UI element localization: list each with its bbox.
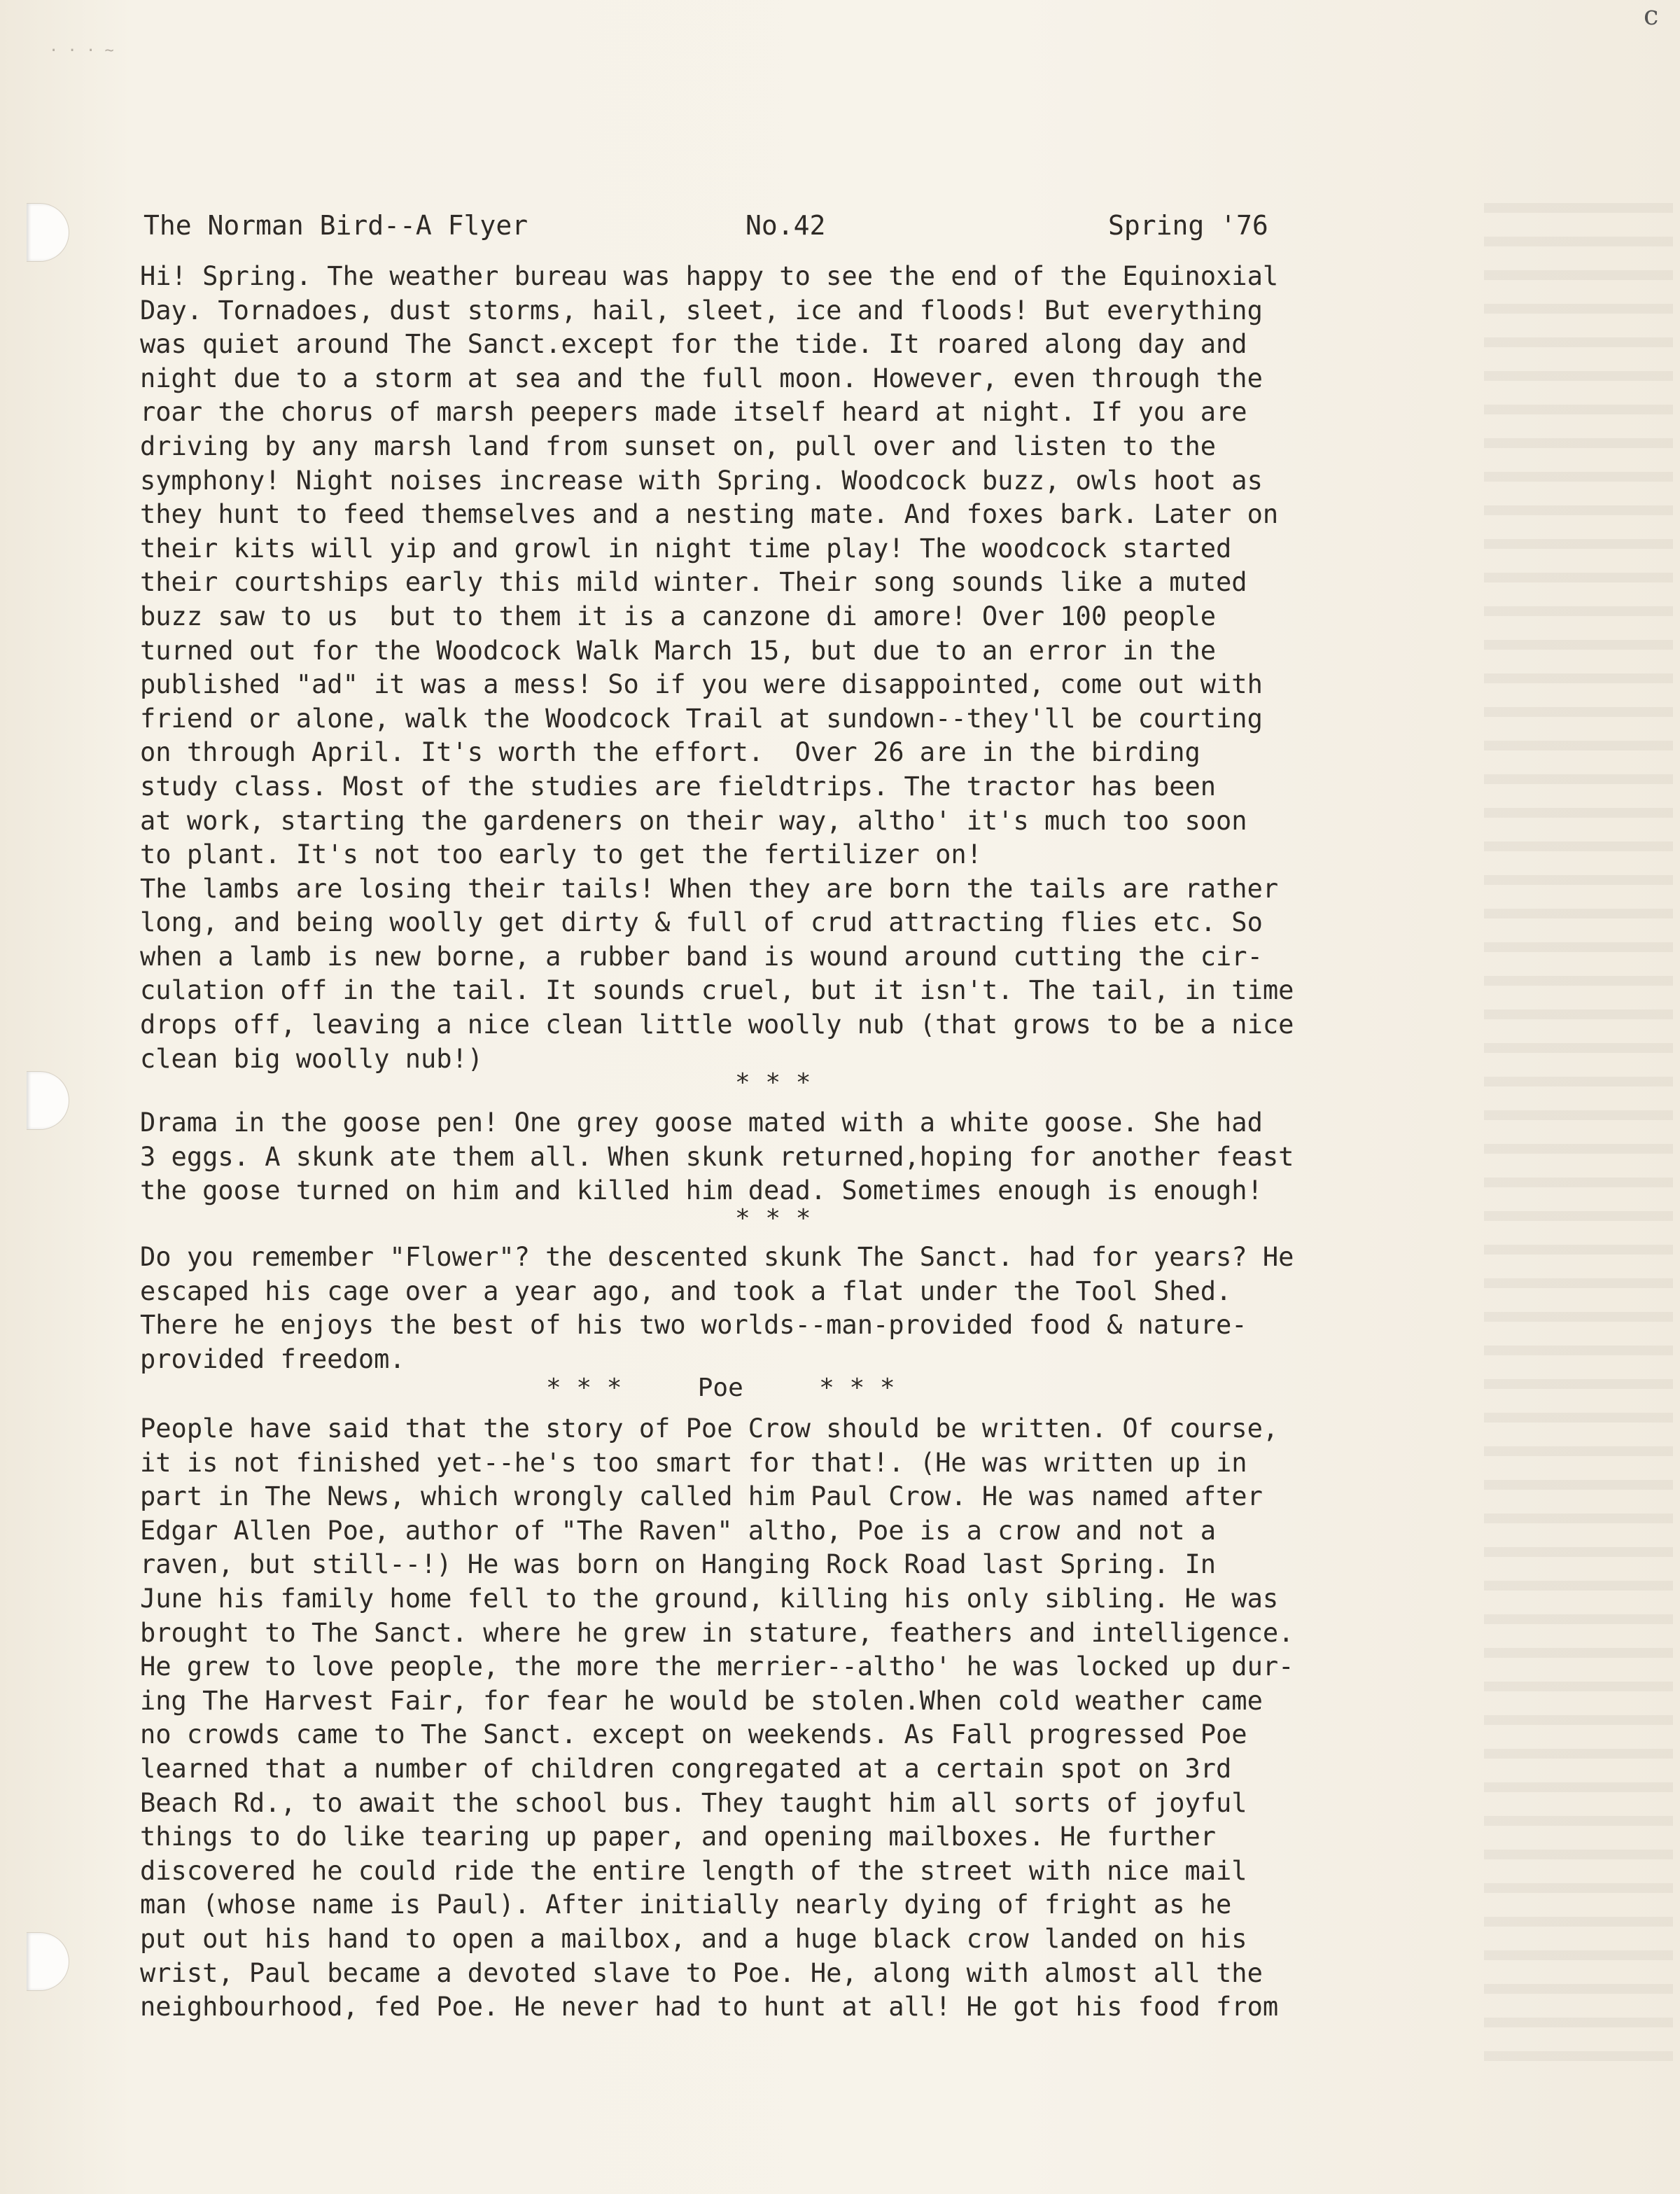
section-separator: * * * (735, 1068, 811, 1097)
paragraph-spring (140, 260, 1294, 1076)
text-line: Edgar Allen Poe, author of "The Raven" altho, Poe is a crow and not a (140, 1515, 1217, 1546)
text-line: 3 eggs. A skunk ate them all. When skunk returned,hoping for another feast (140, 1141, 1294, 1172)
text-line: things to do like tearing up paper, and opening mailboxes. He further (140, 1822, 1217, 1852)
text-line: He grew to love people, the more the merrier--altho' he was locked up dur- (140, 1651, 1294, 1682)
text-line: study class. Most of the studies are fieldtrips. The tractor has been (140, 771, 1217, 802)
text-line: it is not finished yet--he's too smart for that!. (He was written up in (140, 1447, 1247, 1478)
text-line: roar the chorus of marsh peepers made itself heard at night. If you are (140, 397, 1247, 428)
text-line: part in The News, which wrongly called him Paul Crow. He was named after (140, 1481, 1263, 1512)
smudge-mark: · · · ~ (49, 42, 114, 60)
text-line: Drama in the goose pen! One grey goose mated with a white goose. She had (140, 1108, 1263, 1138)
text-line: provided freedom. (140, 1343, 405, 1374)
text-line: escaped his cage over a year ago, and took a flat under the Tool Shed. (140, 1276, 1232, 1306)
text-line: June his family home fell to the ground, killing his only sibling. He was (140, 1583, 1279, 1614)
text-line: drops off, leaving a nice clean little woolly nub (that grows to be a nice (140, 1009, 1294, 1040)
text-line: discovered he could ride the entire length of the street with nice mail (140, 1855, 1247, 1886)
text-line: was quiet around The Sanct.except for the tide. It roared along day and (140, 329, 1247, 360)
text-line: when a lamb is new borne, a rubber band is wound around cutting the cir- (140, 941, 1263, 972)
text-line: neighbourhood, fed Poe. He never had to hunt at all! He got his food from (140, 1992, 1279, 2022)
text-line: on through April. It's worth the effort. Over 26 are in the birding (140, 737, 1200, 768)
text-line: the goose turned on him and killed him dead. Sometimes enough is enough! (140, 1175, 1263, 1206)
text-line: long, and being woolly get dirty & full of crud attracting flies etc. So (140, 907, 1263, 938)
text-line: to plant. It's not too early to get the fertilizer on! (140, 839, 982, 870)
text-line: no crowds came to The Sanct. except on weekends. As Fall progressed Poe (140, 1719, 1247, 1750)
text-line: The lambs are losing their tails! When they are born the tails are rather (140, 873, 1279, 904)
text-line: published "ad" it was a mess! So if you were disappointed, come out with (140, 669, 1263, 700)
text-line: raven, but still--!) He was born on Hanging Rock Road last Spring. In (140, 1549, 1217, 1580)
text-line: turned out for the Woodcock Walk March 15, but due to an error in the (140, 635, 1217, 666)
text-line: People have said that the story of Poe Crow should be written. Of course, (140, 1413, 1279, 1444)
text-line: There he enjoys the best of his two worlds--man-provided food & nature- (140, 1310, 1247, 1341)
text-line: their kits will yip and growl in night time play! The woodcock started (140, 533, 1232, 564)
text-line: friend or alone, walk the Woodcock Trail at sundown--they'll be courting (140, 703, 1263, 734)
text-line: clean big woolly nub!) (140, 1043, 484, 1074)
text-line: night due to a storm at sea and the full moon. However, even through the (140, 363, 1263, 393)
issue-season: Spring '76 (1108, 210, 1268, 241)
text-line: symphony! Night noises increase with Spring. Woodcock buzz, owls hoot as (140, 465, 1263, 496)
text-line: Do you remember "Flower"? the descented skunk The Sanct. had for years? He (140, 1242, 1294, 1272)
text-line: Beach Rd., to await the school bus. They taught him all sorts of joyful (140, 1787, 1247, 1818)
paragraph-flower (140, 1241, 1294, 1376)
text-line: Hi! Spring. The weather bureau was happy to see the end of the Equinoxial (140, 261, 1279, 291)
text-line: their courtships early this mild winter. Their song sounds like a muted (140, 567, 1247, 598)
text-line: Day. Tornadoes, dust storms, hail, sleet, ice and floods! But everything (140, 295, 1263, 326)
text-line: put out his hand to open a mailbox, and a huge black crow landed on his (140, 1923, 1247, 1954)
text-line: ing The Harvest Fair, for fear he would be stolen.When cold weather came (140, 1685, 1263, 1716)
text-line: at work, starting the gardeners on their way, altho' it's much too soon (140, 805, 1247, 836)
text-line: man (whose name is Paul). After initially nearly dying of fright as he (140, 1889, 1232, 1920)
paragraph-poe (140, 1412, 1294, 2025)
flyer-header (144, 210, 1474, 245)
text-line: culation off in the tail. It sounds cruel, but it isn't. The tail, in time (140, 975, 1294, 1006)
text-line: they hunt to feed themselves and a nesting mate. And foxes bark. Later on (140, 499, 1279, 530)
flyer-title: The Norman Bird--A Flyer (144, 210, 528, 241)
corner-mark: c (1644, 0, 1659, 31)
text-line: brought to The Sanct. where he grew in stature, feathers and intelligence. (140, 1617, 1294, 1648)
text-line: driving by any marsh land from sunset on, pull over and listen to the (140, 431, 1217, 461)
text-line: wrist, Paul became a devoted slave to Poe. He, along with almost all the (140, 1957, 1263, 1988)
text-line: buzz saw to us but to them it is a canzone di amore! Over 100 people (140, 601, 1217, 631)
text-line: learned that a number of children congregated at a certain spot on 3rd (140, 1753, 1232, 1784)
bleed-through-text (1484, 203, 1673, 2065)
section-separator: * * * (735, 1204, 811, 1233)
issue-number: No.42 (746, 210, 826, 241)
paragraph-goose (140, 1106, 1294, 1208)
poe-heading: * * * Poe * * * (546, 1374, 895, 1402)
